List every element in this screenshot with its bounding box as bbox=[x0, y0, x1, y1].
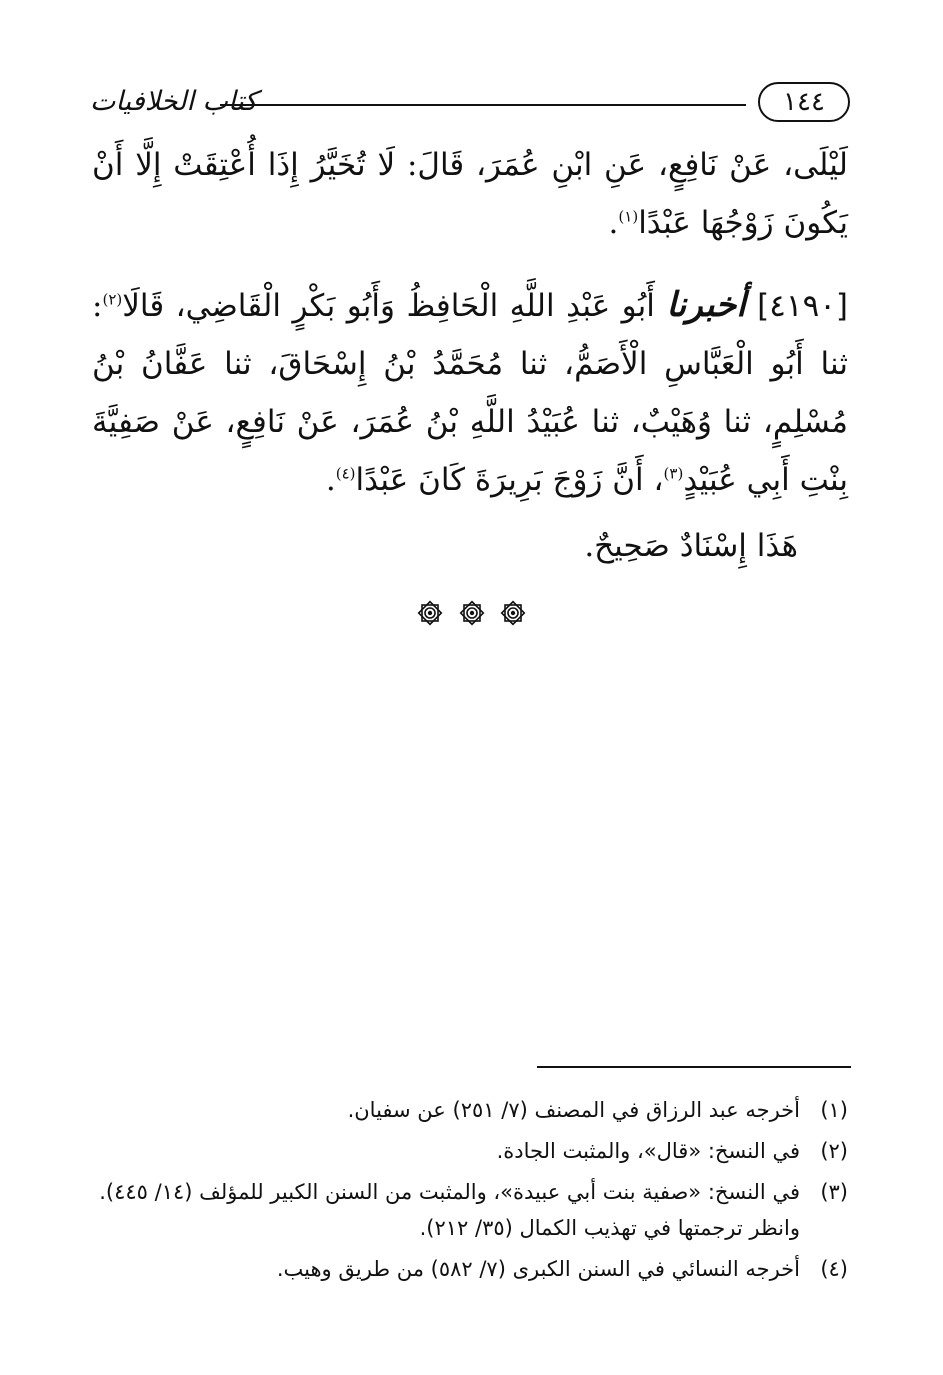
paragraph-continuation bbox=[92, 136, 848, 252]
akhbarana-word: أخبرنا bbox=[666, 285, 746, 325]
isnad-text-b: : ثنا أَبُو الْعَبَّاسِ الْأَصَمُّ، ثنا مُحَمَّدُ بْنُ إِسْحَاقَ، ثنا عَفَّانُ بْنُ مُسْلِمٍ، ثنا وُهَيْبٌ، ثنا عُبَيْدُ اللَّهِ بْنُ عُمَرَ، عَنْ نَافِعٍ، عَنْ صَفِيَّةَ بِنْتِ أَبِي عُبَيْدٍ bbox=[92, 288, 848, 498]
footnote-1 bbox=[92, 1092, 848, 1128]
footnote-number: (٤) bbox=[820, 1257, 848, 1281]
footnote-4 bbox=[92, 1251, 848, 1287]
hadith-number: [٤١٩٠] bbox=[757, 288, 848, 324]
footnote-text: في النسخ: «صفية بنت أبي عبيدة»، والمثبت من السنن الكبير للمؤلف (١٤/ ٤٤٥). وانظر ترجمتها في تهذيب الكمال (٣٥/ ٢١٢). bbox=[99, 1180, 800, 1240]
rosette-icon bbox=[498, 598, 528, 628]
footnote-2 bbox=[92, 1133, 848, 1169]
page-header bbox=[90, 80, 850, 130]
grading-statement: هَذَا إِسْنَادٌ صَحِيحٌ. bbox=[584, 528, 798, 564]
rosette-icon bbox=[415, 598, 445, 628]
footnotes bbox=[92, 1092, 848, 1287]
paragraph-end: . bbox=[325, 462, 336, 498]
footnote-ref: (٣) bbox=[663, 464, 684, 483]
footnote-ref: (٤) bbox=[335, 464, 356, 483]
footnote-3 bbox=[92, 1174, 848, 1246]
footnote-number: (٢) bbox=[820, 1139, 848, 1163]
footnote-text: أخرجه عبد الرزاق في المصنف (٧/ ٢٥١) عن سفيان. bbox=[347, 1098, 800, 1122]
footnote-rule bbox=[537, 1066, 851, 1068]
paragraph-end: . bbox=[608, 205, 619, 241]
book-title: كتاب الخلافيات bbox=[90, 86, 258, 117]
page-number: ١٤٤ bbox=[758, 82, 850, 122]
main-text bbox=[92, 136, 848, 575]
isnad-text-a: أَبُو عَبْدِ اللَّهِ الْحَافِظُ وَأَبُو بَكْرٍ الْقَاضِي، قَالَا bbox=[122, 288, 655, 324]
footnote-ref: (١) bbox=[618, 207, 639, 226]
rosette-icon bbox=[457, 598, 487, 628]
header-rule bbox=[220, 104, 746, 106]
footnote-number: (٣) bbox=[820, 1180, 848, 1204]
footnote-text: في النسخ: «قال»، والمثبت الجادة. bbox=[496, 1139, 800, 1163]
footnote-number: (١) bbox=[820, 1098, 848, 1122]
footnote-text: أخرجه النسائي في السنن الكبرى (٧/ ٥٨٢) من طريق وهيب. bbox=[276, 1257, 800, 1281]
paragraph-text: لَيْلَى، عَنْ نَافِعٍ، عَنِ ابْنِ عُمَرَ، قَالَ: لَا تُخَيَّرُ إِذَا أُعْتِقَتْ إِلَّا أَنْ يَكُونَ زَوْجُهَا عَبْدًا bbox=[92, 147, 848, 241]
matn-text: ، أَنَّ زَوْجَ بَرِيرَةَ كَانَ عَبْدًا bbox=[355, 462, 664, 498]
hadith-paragraph bbox=[92, 276, 848, 509]
footnote-ref: (٢) bbox=[102, 290, 123, 309]
section-ornaments bbox=[0, 598, 943, 632]
